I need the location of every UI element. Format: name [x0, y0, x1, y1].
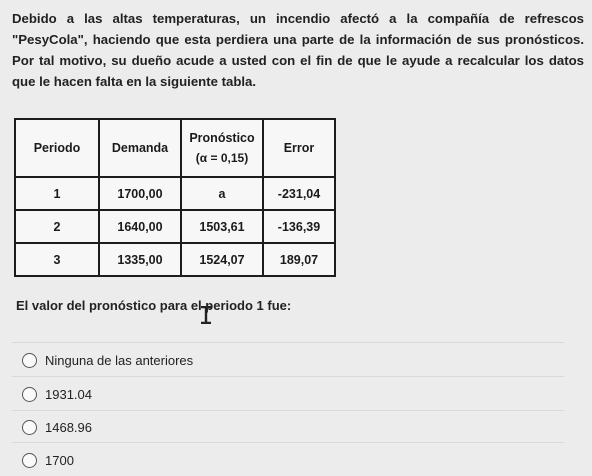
option-1468-96[interactable]: [22, 417, 92, 437]
forecast-table: [14, 118, 336, 277]
option-label: 1931.04: [45, 386, 92, 402]
divider: [12, 410, 564, 411]
header-pronostico-alpha: (α = 0,15): [195, 151, 249, 165]
radio-button[interactable]: [22, 453, 37, 468]
cell-pronostico: a: [181, 177, 263, 210]
option-1931-04[interactable]: [22, 384, 92, 404]
cell-error: -231,04: [263, 177, 335, 210]
problem-statement: Debido a las altas temperaturas, un incendio afectó a la compañía de refrescos "PesyCola", haciendo que esta perdiera una parte de la información de sus pronósticos. Por tal motivo, su dueño acude a usted con el fin de que le ayude a recalcular los datos que le hacen falta en la siguiente tabla.: [12, 11, 584, 89]
table-row: [15, 177, 335, 210]
text-cursor-icon: [200, 306, 212, 324]
radio-button[interactable]: [22, 387, 37, 402]
divider: [12, 442, 564, 443]
cell-periodo: 3: [15, 243, 99, 276]
radio-button[interactable]: [22, 420, 37, 435]
cell-demanda: 1335,00: [99, 243, 181, 276]
option-label: Ninguna de las anteriores: [45, 352, 194, 368]
header-pronostico: [181, 119, 263, 177]
cell-error: 189,07: [263, 243, 335, 276]
data-table-container: [14, 118, 336, 277]
divider: [12, 342, 564, 343]
cell-pronostico: 1524,07: [181, 243, 263, 276]
header-demanda: Demanda: [99, 119, 181, 177]
cell-periodo: 1: [15, 177, 99, 210]
table-header-row: [15, 119, 335, 177]
cell-demanda: 1640,00: [99, 210, 181, 243]
radio-button[interactable]: [22, 353, 37, 368]
table-row: [15, 243, 335, 276]
option-label: 1700: [45, 452, 74, 468]
cell-pronostico: 1503,61: [181, 210, 263, 243]
cell-demanda: 1700,00: [99, 177, 181, 210]
question-text: El valor del pronóstico para el periodo 1 fue:: [16, 298, 292, 313]
divider: [12, 376, 564, 377]
option-ninguna[interactable]: [22, 350, 193, 370]
header-error: Error: [263, 119, 335, 177]
header-pronostico-label: Pronóstico: [189, 131, 255, 145]
cell-error: -136,39: [263, 210, 335, 243]
option-1700[interactable]: [22, 450, 74, 470]
cell-periodo: 2: [15, 210, 99, 243]
table-row: [15, 210, 335, 243]
option-label: 1468.96: [45, 419, 92, 435]
header-periodo: Periodo: [15, 119, 99, 177]
